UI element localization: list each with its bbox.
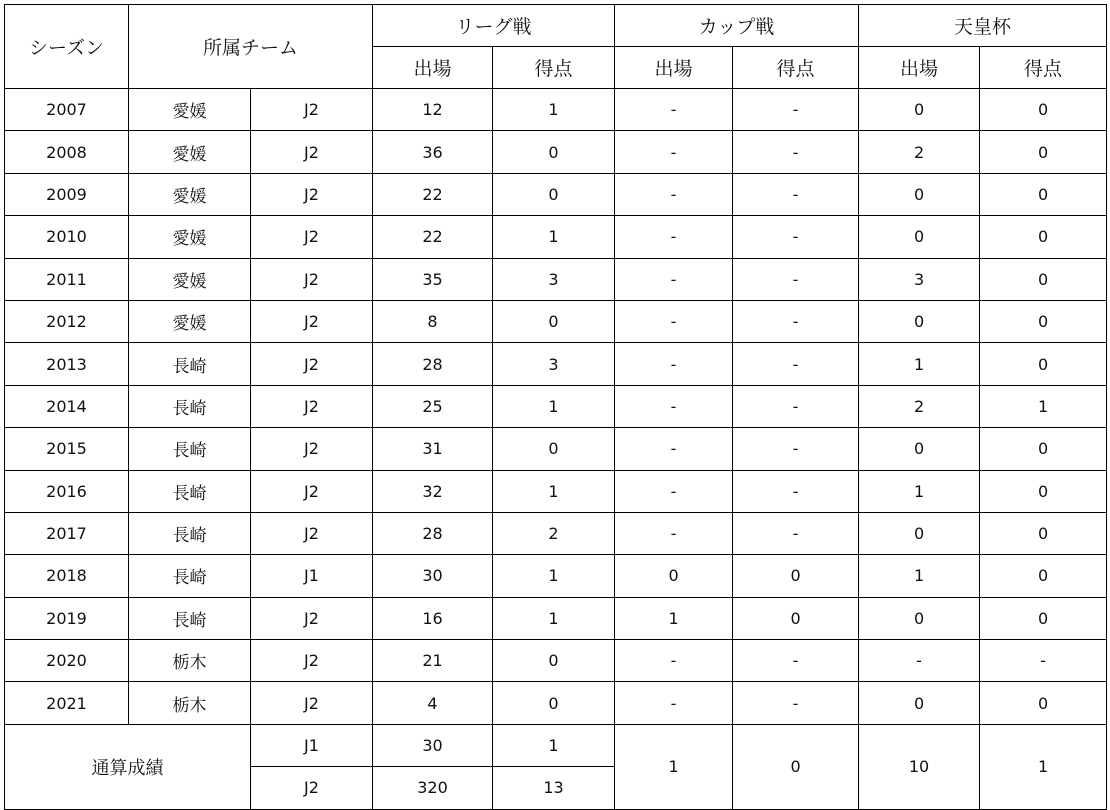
header-cup-goals: 得点 (733, 47, 859, 89)
table-row (5, 89, 1107, 131)
cell-team: 愛媛 (129, 300, 251, 342)
cell-league-apps: 22 (373, 216, 493, 258)
cell-emperor-goals: 0 (980, 555, 1107, 597)
cell-league-apps: 35 (373, 258, 493, 300)
totals-cup-apps: 1 (615, 724, 733, 809)
cell-league-goals: 0 (493, 300, 615, 342)
cell-league-apps: 28 (373, 512, 493, 554)
table-row (5, 300, 1107, 342)
cell-league-goals: 1 (493, 216, 615, 258)
cell-league-apps: 12 (373, 89, 493, 131)
cell-season: 2021 (5, 682, 129, 724)
cell-team: 愛媛 (129, 173, 251, 215)
cell-emperor-goals: 0 (980, 173, 1107, 215)
cell-cup-goals: - (733, 131, 859, 173)
cell-emperor-apps: 0 (859, 173, 980, 215)
cell-division: J2 (251, 216, 373, 258)
cell-cup-apps: - (615, 131, 733, 173)
totals-j1-league-goals: 1 (493, 724, 615, 766)
cell-league-goals: 0 (493, 173, 615, 215)
cell-cup-goals: - (733, 385, 859, 427)
cell-emperor-goals: 0 (980, 682, 1107, 724)
cell-cup-apps: - (615, 682, 733, 724)
cell-league-goals: 0 (493, 131, 615, 173)
cell-league-goals: 1 (493, 555, 615, 597)
cell-league-apps: 25 (373, 385, 493, 427)
cell-emperor-goals: 0 (980, 258, 1107, 300)
totals-emperor-apps: 10 (859, 724, 980, 809)
cell-emperor-goals: 0 (980, 216, 1107, 258)
header-emperor-apps: 出場 (859, 47, 980, 89)
cell-league-apps: 31 (373, 428, 493, 470)
cell-league-apps: 8 (373, 300, 493, 342)
cell-season: 2017 (5, 512, 129, 554)
cell-emperor-apps: 0 (859, 89, 980, 131)
cell-division: J2 (251, 682, 373, 724)
header-season: シーズン (5, 5, 129, 89)
cell-cup-apps: - (615, 300, 733, 342)
cell-division: J1 (251, 555, 373, 597)
cell-team: 愛媛 (129, 89, 251, 131)
cell-emperor-apps: 2 (859, 385, 980, 427)
cell-league-goals: 0 (493, 682, 615, 724)
cell-cup-goals: - (733, 216, 859, 258)
cell-cup-apps: - (615, 512, 733, 554)
cell-cup-goals: - (733, 640, 859, 682)
cell-emperor-apps: 0 (859, 682, 980, 724)
totals-j2-league-apps: 320 (373, 767, 493, 809)
cell-cup-apps: - (615, 89, 733, 131)
cell-division: J2 (251, 89, 373, 131)
cell-emperor-apps: 0 (859, 428, 980, 470)
cell-cup-goals: - (733, 173, 859, 215)
cell-league-apps: 36 (373, 131, 493, 173)
cell-emperor-apps: 3 (859, 258, 980, 300)
cell-emperor-apps: 0 (859, 300, 980, 342)
cell-cup-apps: 1 (615, 597, 733, 639)
cell-cup-goals: 0 (733, 555, 859, 597)
cell-season: 2007 (5, 89, 129, 131)
cell-division: J2 (251, 258, 373, 300)
cell-cup-apps: - (615, 640, 733, 682)
cell-team: 栃木 (129, 682, 251, 724)
cell-emperor-goals: - (980, 640, 1107, 682)
cell-division: J2 (251, 597, 373, 639)
cell-season: 2012 (5, 300, 129, 342)
cell-season: 2014 (5, 385, 129, 427)
totals-cup-goals: 0 (733, 724, 859, 809)
cell-cup-apps: - (615, 385, 733, 427)
cell-league-apps: 30 (373, 555, 493, 597)
cell-cup-goals: - (733, 470, 859, 512)
table-row (5, 512, 1107, 554)
totals-section (5, 724, 1107, 809)
cell-cup-apps: - (615, 216, 733, 258)
cell-emperor-goals: 0 (980, 343, 1107, 385)
cell-cup-apps: 0 (615, 555, 733, 597)
career-stats-table (4, 4, 1107, 810)
cell-league-goals: 3 (493, 258, 615, 300)
table-row (5, 343, 1107, 385)
cell-team: 愛媛 (129, 131, 251, 173)
totals-j1-league-apps: 30 (373, 724, 493, 766)
cell-league-goals: 1 (493, 597, 615, 639)
cell-emperor-apps: 1 (859, 343, 980, 385)
cell-team: 長崎 (129, 555, 251, 597)
cell-team: 長崎 (129, 428, 251, 470)
cell-league-apps: 21 (373, 640, 493, 682)
cell-emperor-apps: 0 (859, 216, 980, 258)
cell-emperor-goals: 1 (980, 385, 1107, 427)
cell-cup-apps: - (615, 470, 733, 512)
cell-season: 2010 (5, 216, 129, 258)
cell-emperor-apps: 0 (859, 597, 980, 639)
cell-division: J2 (251, 512, 373, 554)
cell-league-goals: 1 (493, 470, 615, 512)
cell-emperor-apps: 0 (859, 512, 980, 554)
cell-cup-goals: - (733, 258, 859, 300)
header-emperor-goals: 得点 (980, 47, 1107, 89)
cell-team: 栃木 (129, 640, 251, 682)
totals-emperor-goals: 1 (980, 724, 1107, 809)
cell-league-apps: 22 (373, 173, 493, 215)
cell-team: 長崎 (129, 512, 251, 554)
cell-emperor-goals: 0 (980, 300, 1107, 342)
cell-division: J2 (251, 470, 373, 512)
cell-division: J2 (251, 300, 373, 342)
cell-league-goals: 0 (493, 640, 615, 682)
cell-cup-goals: - (733, 89, 859, 131)
cell-team: 長崎 (129, 470, 251, 512)
header-league-goals: 得点 (493, 47, 615, 89)
cell-league-apps: 4 (373, 682, 493, 724)
cell-cup-apps: - (615, 428, 733, 470)
totals-j1-division: J1 (251, 724, 373, 766)
cell-season: 2015 (5, 428, 129, 470)
cell-division: J2 (251, 428, 373, 470)
cell-league-goals: 0 (493, 428, 615, 470)
table-row (5, 428, 1107, 470)
cell-division: J2 (251, 173, 373, 215)
header-cup-apps: 出場 (615, 47, 733, 89)
cell-team: 長崎 (129, 385, 251, 427)
cell-cup-apps: - (615, 343, 733, 385)
cell-emperor-apps: 2 (859, 131, 980, 173)
table-row (5, 173, 1107, 215)
totals-label: 通算成績 (5, 724, 251, 809)
cell-emperor-goals: 0 (980, 512, 1107, 554)
cell-season: 2008 (5, 131, 129, 173)
cell-cup-goals: - (733, 512, 859, 554)
header-league: リーグ戦 (373, 5, 615, 47)
header-emperors-cup: 天皇杯 (859, 5, 1107, 47)
table-row (5, 470, 1107, 512)
cell-cup-goals: 0 (733, 597, 859, 639)
cell-division: J2 (251, 385, 373, 427)
header-row-top (5, 5, 1107, 47)
cell-season: 2013 (5, 343, 129, 385)
cell-season: 2011 (5, 258, 129, 300)
cell-division: J2 (251, 640, 373, 682)
cell-league-apps: 28 (373, 343, 493, 385)
totals-row-j1 (5, 724, 1107, 766)
cell-emperor-apps: - (859, 640, 980, 682)
table-row (5, 640, 1107, 682)
cell-cup-goals: - (733, 343, 859, 385)
table-row (5, 597, 1107, 639)
table-row (5, 555, 1107, 597)
cell-cup-goals: - (733, 428, 859, 470)
cell-emperor-goals: 0 (980, 428, 1107, 470)
table-row (5, 682, 1107, 724)
cell-league-goals: 3 (493, 343, 615, 385)
totals-j2-league-goals: 13 (493, 767, 615, 809)
cell-cup-apps: - (615, 173, 733, 215)
cell-emperor-goals: 0 (980, 131, 1107, 173)
cell-season: 2019 (5, 597, 129, 639)
cell-league-apps: 32 (373, 470, 493, 512)
header-cup: カップ戦 (615, 5, 859, 47)
header-team: 所属チーム (129, 5, 373, 89)
cell-team: 長崎 (129, 597, 251, 639)
cell-league-goals: 1 (493, 89, 615, 131)
cell-league-apps: 16 (373, 597, 493, 639)
cell-division: J2 (251, 343, 373, 385)
cell-emperor-goals: 0 (980, 89, 1107, 131)
cell-season: 2016 (5, 470, 129, 512)
totals-j2-division: J2 (251, 767, 373, 809)
table-header (5, 5, 1107, 89)
cell-team: 愛媛 (129, 258, 251, 300)
cell-season: 2009 (5, 173, 129, 215)
table-row (5, 131, 1107, 173)
cell-team: 愛媛 (129, 216, 251, 258)
cell-emperor-apps: 1 (859, 470, 980, 512)
table-row (5, 385, 1107, 427)
header-league-apps: 出場 (373, 47, 493, 89)
cell-league-goals: 1 (493, 385, 615, 427)
cell-emperor-goals: 0 (980, 597, 1107, 639)
table-row (5, 258, 1107, 300)
cell-season: 2018 (5, 555, 129, 597)
cell-division: J2 (251, 131, 373, 173)
cell-team: 長崎 (129, 343, 251, 385)
cell-emperor-apps: 1 (859, 555, 980, 597)
cell-league-goals: 2 (493, 512, 615, 554)
cell-cup-goals: - (733, 682, 859, 724)
cell-cup-apps: - (615, 258, 733, 300)
cell-season: 2020 (5, 640, 129, 682)
cell-emperor-goals: 0 (980, 470, 1107, 512)
table-row (5, 216, 1107, 258)
season-rows (5, 89, 1107, 725)
cell-cup-goals: - (733, 300, 859, 342)
